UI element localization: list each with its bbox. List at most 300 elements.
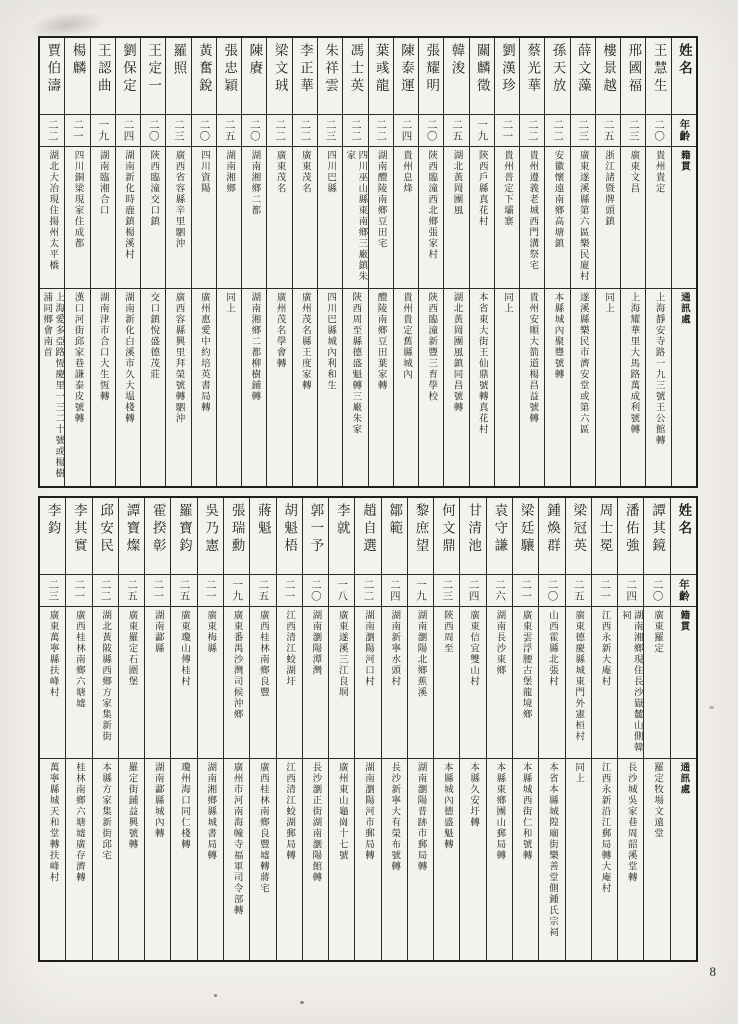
age-cell [539,574,564,606]
person-age: 二〇 [147,119,159,142]
person-column [418,38,443,486]
person-native: 湖南臨湘合口 [97,150,108,216]
person-native: 湖南湘鄉現住長沙嶽麓山側韓祠 [619,610,642,753]
native-cell [520,146,544,288]
age-cell [166,114,190,146]
address-cell [198,758,223,960]
person-age: 二〇 [425,119,437,142]
person-name: 潘佑強 [623,503,639,556]
native-cell [566,606,591,758]
native-cell [408,606,433,758]
address-cell [513,758,538,960]
person-address: 廣州東山龜崗十七號 [336,762,347,861]
header-age-cell [671,574,696,606]
person-address: 本縣久安圩轉 [468,762,479,828]
person-address: 遂溪縣樂民市濟安堂或第六區 [577,292,588,435]
person-age: 二五 [257,579,269,602]
person-native: 安徽懷遠南鄉高塘鎮 [552,150,563,249]
age-cell [293,114,317,146]
address-cell [303,758,328,960]
age-cell [250,574,275,606]
header-age-cell [672,114,696,146]
address-cell [91,288,115,486]
person-age: 二〇 [546,579,558,602]
person-address: 本縣東鄉團山郵局轉 [494,762,505,861]
person-address: 貴州貴定舊縣城內 [400,292,411,380]
age-cell [171,574,196,606]
person-name: 馮士英 [348,43,364,96]
native-cell [166,146,190,288]
native-cell [571,146,595,288]
person-age: 一八 [336,579,348,602]
person-column [565,498,591,960]
address-cell [171,758,196,960]
address-cell [145,758,170,960]
address-cell [520,288,544,486]
person-age: 二二 [362,579,374,602]
person-name: 黃奮銳 [196,43,212,96]
native-cell [93,606,118,758]
native-cell [495,146,519,288]
person-column [266,38,291,486]
person-native: 山西霍縣北張村 [546,610,557,687]
person-name: 朱祥雲 [323,43,339,96]
person-address: 廣州市河南海幢寺福軍司令部轉 [231,762,242,916]
person-column [216,38,241,486]
person-name: 周士冕 [597,503,613,556]
person-name: 韓浚 [449,43,465,78]
address-cell [460,758,485,960]
name-cell [166,38,190,114]
person-name: 張忠穎 [222,43,238,96]
address-cell [470,288,494,486]
name-cell [40,498,65,574]
header-name-label: 姓名 [676,43,692,78]
age-cell [618,574,643,606]
person-name: 趙自選 [360,503,376,556]
age-cell [545,114,569,146]
person-name: 譚其鏡 [650,503,666,556]
name-cell [198,498,223,574]
person-address: 江西清江蛟湖郵局轉 [284,762,295,861]
age-cell [621,114,645,146]
person-age: 二二 [274,119,286,142]
person-column [144,498,170,960]
address-cell [119,758,144,960]
age-cell [419,114,443,146]
age-cell [566,574,591,606]
person-age: 二三 [627,119,639,142]
native-cell [141,146,165,288]
person-name: 羅照 [171,43,187,78]
person-age: 二〇 [198,119,210,142]
person-age: 二一 [520,579,532,602]
native-cell [40,606,65,758]
name-cell [355,498,380,574]
age-cell [355,574,380,606]
person-column [643,498,669,960]
person-name: 袁守謙 [492,503,508,556]
person-address: 漢口河街邱家巷謙泰皮號轉 [72,292,83,424]
person-address: 本省東大街王仙鼎號轉真花村 [476,292,487,435]
address-cell [65,288,89,486]
page-number: 8 [709,964,716,979]
person-native: 廣東雲浮腰古堡龍境鄉 [520,610,531,720]
person-name: 陳賡 [247,43,263,78]
address-cell [644,758,669,960]
person-native: 廣東信宜雙山村 [468,610,479,687]
person-address: 湖南新化白溪市久大塭棧轉 [123,292,134,424]
native-cell [419,146,443,288]
address-cell [419,288,443,486]
age-cell [40,574,65,606]
address-cell [116,288,140,486]
name-cell [545,38,569,114]
person-column [354,498,380,960]
person-name: 梁冠英 [571,503,587,556]
native-cell [618,606,643,758]
address-cell [382,758,407,960]
person-name: 甘清池 [466,503,482,556]
name-cell [444,38,468,114]
address-cell [40,288,64,486]
name-cell [293,38,317,114]
native-cell [487,606,512,758]
person-address: 上海愛多亞路恆慶里一三二十號或楊樹浦同鄉會南首 [41,292,64,479]
age-cell [141,114,165,146]
address-cell [217,288,241,486]
age-cell [444,114,468,146]
native-cell [596,146,620,288]
person-age: 一九 [97,119,109,142]
person-name: 王定一 [146,43,162,96]
age-cell [145,574,170,606]
address-cell [318,288,342,486]
header-address-label: 通訊處 [678,292,689,325]
person-column [519,38,544,486]
person-address: 湖南瀏陽普跡市郵局轉 [415,762,426,872]
person-native: 廣東瓊山傳桂村 [179,610,190,687]
name-cell [116,38,140,114]
address-cell [571,288,595,486]
person-age: 二五 [178,579,190,602]
age-cell [267,114,291,146]
address-cell [224,758,249,960]
name-cell [250,498,275,574]
person-column [620,38,645,486]
age-cell [318,114,342,146]
address-cell [408,758,433,960]
header-native-cell [671,606,696,758]
person-name: 李就 [334,503,350,538]
person-address: 廣州茂名學會轉 [274,292,285,369]
age-cell [93,574,118,606]
person-column [443,38,468,486]
person-column [170,498,196,960]
address-cell [293,288,317,486]
person-column [276,498,302,960]
header-age-label: 年齡 [678,119,690,142]
name-cell [217,38,241,114]
scan-speck [300,1001,304,1004]
person-age: 二五 [450,119,462,142]
address-cell [539,758,564,960]
scan-speck [709,706,714,709]
header-column [670,498,696,960]
person-native: 廣西省容縣辛里駟沖 [173,150,184,249]
name-cell [646,38,670,114]
person-address: 上海靜安寺路一九三號王公館轉 [653,292,664,446]
person-column [241,38,266,486]
person-age: 二五 [125,579,137,602]
name-cell [571,38,595,114]
person-address: 廣西容縣興里拜榮號轉駟沖 [173,292,184,424]
name-cell [224,498,249,574]
address-cell [444,288,468,486]
person-column [433,498,459,960]
native-cell [66,606,91,758]
person-name: 關麟徵 [474,43,490,96]
person-column [64,38,89,486]
person-name: 梁文珬 [272,43,288,96]
person-column [595,38,620,486]
header-column [671,38,696,486]
person-age: 二五 [223,119,235,142]
address-cell [166,288,190,486]
native-cell [470,146,494,288]
name-cell [470,38,494,114]
person-address: 交口鎮悅盛德茂莊 [148,292,159,380]
age-cell [487,574,512,606]
person-column [40,498,65,960]
age-cell [277,574,302,606]
name-cell [434,498,459,574]
address-cell [545,288,569,486]
native-cell [592,606,617,758]
person-column [197,498,223,960]
name-cell [382,498,407,574]
name-cell [242,38,266,114]
person-column [165,38,190,486]
person-column [292,38,317,486]
person-name: 譚寶燦 [124,503,140,556]
native-cell [116,146,140,288]
person-column [302,498,328,960]
name-cell [91,38,115,114]
age-cell [644,574,669,606]
person-name: 陳泰運 [398,43,414,96]
person-address: 廣州茂名縣王度家轉 [299,292,310,391]
age-cell [571,114,595,146]
native-cell [539,606,564,758]
person-native: 貴州普定下壩寨 [502,150,512,227]
person-name: 蔣魁 [255,503,271,538]
person-column [115,38,140,486]
person-name: 楊麟 [70,43,86,78]
age-cell [65,114,89,146]
person-column [393,38,418,486]
person-age: 二〇 [653,119,665,142]
age-cell [198,574,223,606]
native-cell [369,146,393,288]
person-address: 本縣城內聚豐號轉 [552,292,563,380]
person-name: 羅寶鈞 [177,503,193,556]
person-native: 湖南湘鄉二都 [249,150,260,216]
address-cell [277,758,302,960]
age-cell [520,114,544,146]
person-name: 吳乃憲 [203,503,219,556]
person-address: 同上 [573,762,584,784]
person-age: 二二 [299,119,311,142]
age-cell [382,574,407,606]
person-native: 廣東德慶縣城東門外憲桓村 [573,610,584,742]
person-address: 陝西臨潼新豐三育學校 [426,292,437,402]
person-address: 江西永新沿江郵局轉大庵村 [599,762,610,894]
person-address: 湖南瀏陽河市郵局轉 [362,762,373,861]
person-age: 二四 [625,579,637,602]
person-address: 本縣方家集新街邱宅 [100,762,111,861]
person-address: 廣州惠愛中約培英書局轉 [198,292,209,413]
native-cell [444,146,468,288]
name-cell [93,498,118,574]
native-cell [434,606,459,758]
address-cell [343,288,367,486]
person-age: 二三 [324,119,336,142]
native-cell [343,146,367,288]
person-column [570,38,595,486]
person-column [140,38,165,486]
native-cell [217,146,241,288]
person-age: 二〇 [309,579,321,602]
person-address: 長沙城吳家巷周韶溪堂轉 [625,762,636,883]
person-column [249,498,275,960]
person-age: 二五 [602,119,614,142]
person-address: 萬寧縣城天和堂轉扶峰村 [47,762,58,883]
person-name: 鄒範 [387,503,403,538]
name-cell [394,38,418,114]
person-native: 廣東梅縣 [205,610,216,654]
address-cell [646,288,670,486]
person-native: 湖北黃岡團風 [451,150,462,216]
person-column [317,38,342,486]
person-age: 二四 [467,579,479,602]
native-cell [267,146,291,288]
person-address: 貴州安順大箭道楊昌益號轉 [527,292,538,424]
person-age: 二三 [577,119,589,142]
name-cell [119,498,144,574]
name-cell [329,498,354,574]
person-column [223,498,249,960]
name-cell [277,498,302,574]
native-cell [91,146,115,288]
person-native: 廣東羅定 [652,610,663,654]
person-native: 湖北黃陂縣西鄉方家集新街 [100,610,111,742]
header-native-cell [672,146,696,288]
person-native: 貴州遵義老城西門溝祭宅 [527,150,538,271]
person-native: 湖北大冶現住揚州太平橋 [47,150,58,271]
person-name: 鍾煥群 [544,503,560,556]
name-cell [596,38,620,114]
person-age: 二二 [99,579,111,602]
native-cell [460,606,485,758]
address-cell [141,288,165,486]
address-cell [592,758,617,960]
person-address: 四川巴縣城內利和生 [325,292,336,391]
person-native: 貴州貴定 [653,150,664,194]
native-cell [198,606,223,758]
name-cell [192,38,216,114]
person-column [90,38,115,486]
address-cell [66,758,91,960]
person-age: 二〇 [248,119,260,142]
person-age: 二四 [122,119,134,142]
address-cell [596,288,620,486]
name-cell [369,38,393,114]
address-cell [434,758,459,960]
name-cell [495,38,519,114]
person-address: 廣西桂林南鄉良豐墟轉蔣宅 [257,762,268,894]
person-age: 二一 [152,579,164,602]
age-cell [369,114,393,146]
person-name: 梁廷驤 [518,503,534,556]
person-age: 二一 [204,579,216,602]
name-cell [171,498,196,574]
native-cell [329,606,354,758]
person-name: 葉彧龍 [373,43,389,96]
native-cell [119,606,144,758]
person-age: 二三 [441,579,453,602]
person-age: 二二 [552,119,564,142]
native-cell [242,146,266,288]
person-native: 陝西周至 [441,610,452,654]
person-column [191,38,216,486]
person-age: 二一 [283,579,295,602]
address-cell [329,758,354,960]
person-name: 張耀明 [424,43,440,96]
age-cell [470,114,494,146]
person-name: 邢國福 [626,43,642,96]
name-cell [487,498,512,574]
age-cell [217,114,241,146]
age-cell [119,574,144,606]
person-column [381,498,407,960]
age-cell [495,114,519,146]
age-cell [596,114,620,146]
age-cell [303,574,328,606]
person-column [40,38,64,486]
directory-table-bottom [38,496,698,962]
age-cell [434,574,459,606]
person-name: 賈伯濤 [45,43,61,96]
person-age: 二六 [493,579,505,602]
native-cell [644,606,669,758]
name-cell [303,498,328,574]
person-name: 何文鼎 [439,503,455,556]
person-address: 本縣城內德盛魁轉 [441,762,452,850]
address-cell [487,758,512,960]
header-native-label: 籍貫 [678,610,689,632]
person-name: 郭一予 [308,503,324,556]
person-name: 李鈞 [45,503,61,538]
address-cell [621,288,645,486]
person-age: 二四 [400,119,412,142]
person-address: 長沙瀏正街湖南瀏陽館轉 [310,762,321,883]
person-column [538,498,564,960]
native-cell [192,146,216,288]
native-cell [40,146,64,288]
person-native: 廣東遂溪三江良垌 [336,610,347,698]
person-name: 孫天放 [550,43,566,96]
